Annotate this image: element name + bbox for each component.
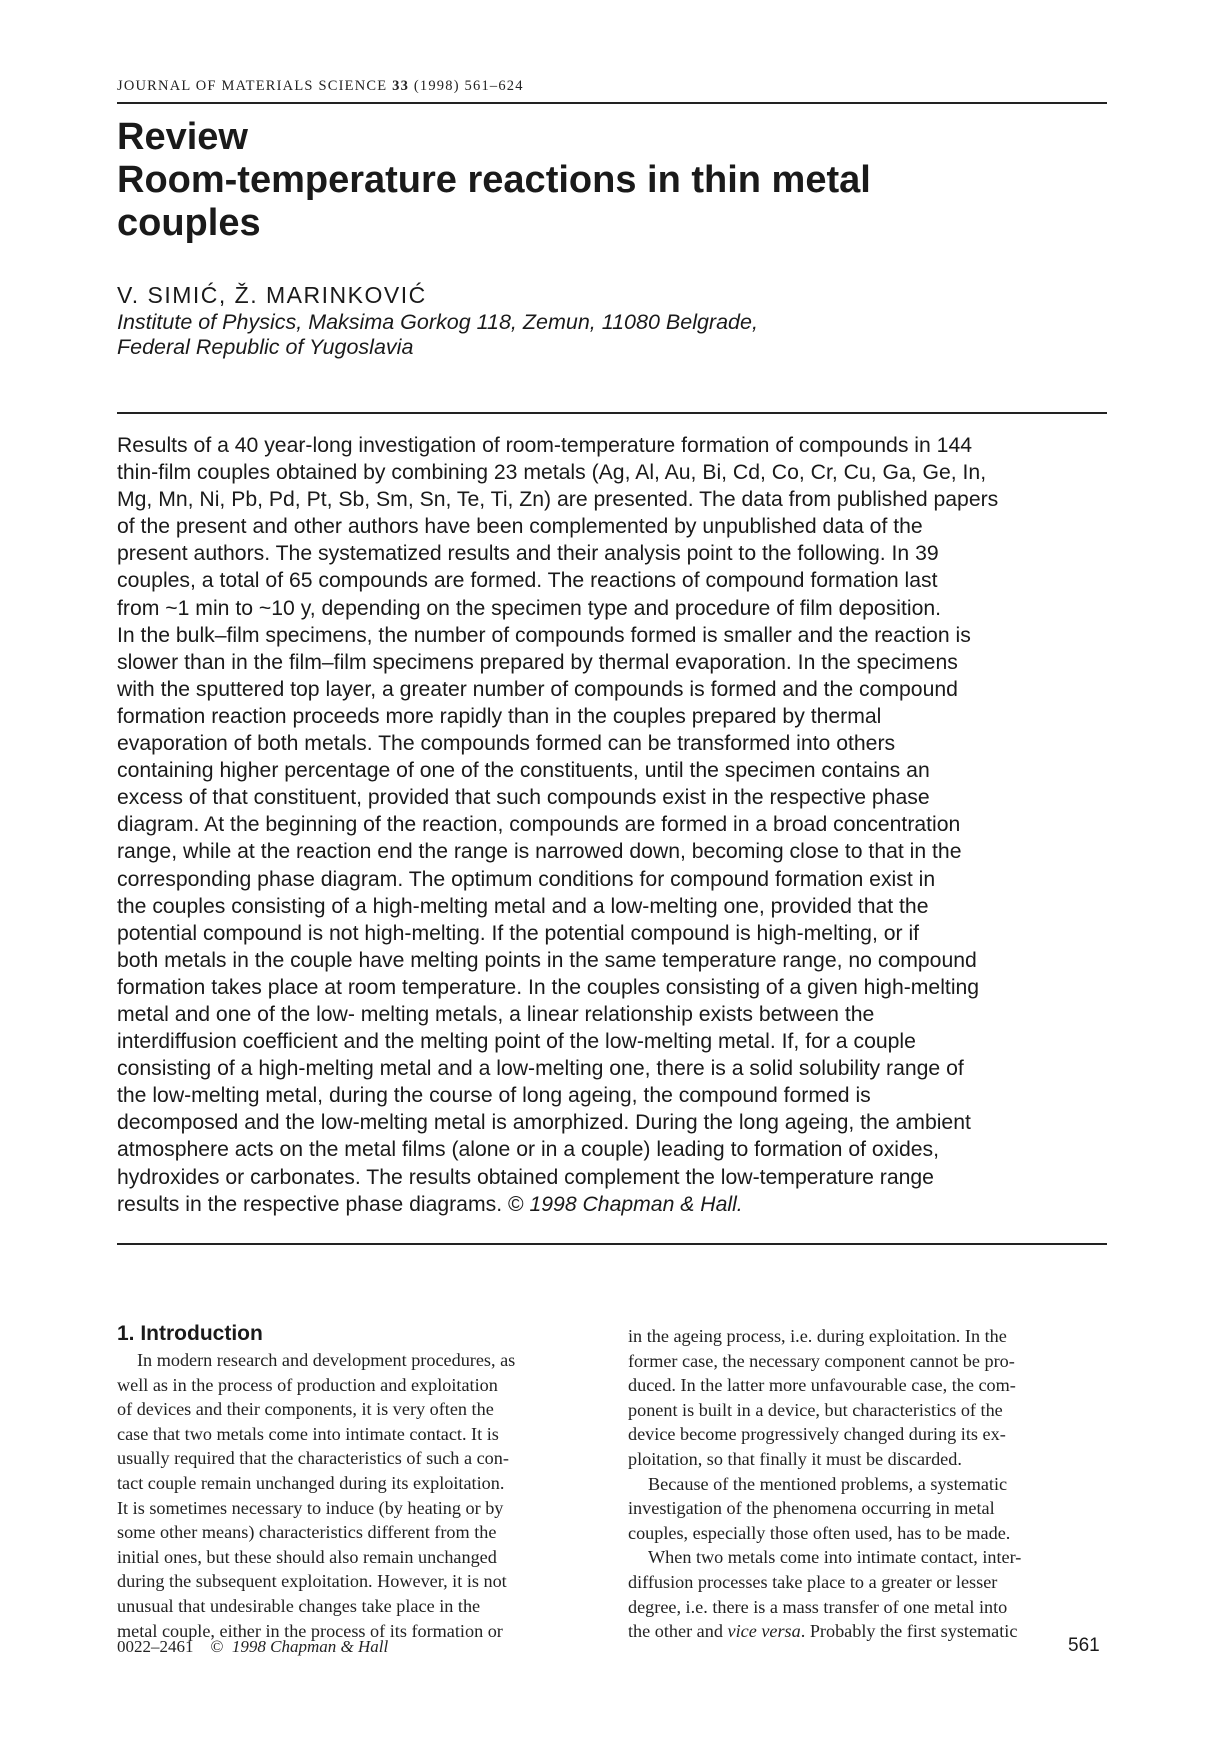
abstract-line: consisting of a high-melting metal and a low-melting one, there is a solid solubility range of xyxy=(117,1057,964,1081)
abstract-line: potential compound is not high-melting. If the potential compound is high-melting, or if xyxy=(117,921,920,945)
abstract-line: with the sputtered top layer, a greater number of compounds is formed and the compound xyxy=(117,677,958,701)
abstract-line: slower than in the film–film specimens prepared by thermal evaporation. In the specimens xyxy=(117,650,958,674)
body-line: ploitation, so that finally it must be discarded. xyxy=(628,1448,962,1469)
abstract-line: range, while at the reaction end the range is narrowed down, becoming close to that in the xyxy=(117,840,962,864)
abstract-line: both metals in the couple have melting points in the same temperature range, no compound xyxy=(117,948,977,972)
body-line: In modern research and development procedures, as xyxy=(137,1350,516,1370)
abstract-bottom-rule xyxy=(117,1243,1107,1245)
authors: V. SIMIĆ, Ž. MARINKOVIĆ xyxy=(117,282,427,308)
body-line: of devices and their components, it is very often the xyxy=(117,1399,494,1420)
body-line: in the ageing process, i.e. during exploitation. In the xyxy=(628,1326,1007,1346)
article-title xyxy=(117,116,871,245)
body-line: case that two metals come into intimate contact. It is xyxy=(117,1423,499,1444)
body-line: metal couple, either in the process of its formation or xyxy=(117,1620,503,1641)
abstract-line: excess of that constituent, provided that such compounds exist in the respective phase xyxy=(117,786,930,810)
abstract-line: the low-melting metal, during the course of long ageing, the compound formed is xyxy=(117,1084,871,1108)
body-line: ponent is built in a device, but characteristics of the xyxy=(628,1399,1003,1420)
body-column-left xyxy=(117,1348,515,1643)
abstract-line: couples, a total of 65 compounds are formed. The reactions of compound formation last xyxy=(117,569,938,593)
abstract-line: thin-film couples obtained by combining 23 metals (Ag, Al, Au, Bi, Cd, Co, Cr, Cu, Ga, Ge, In, xyxy=(117,461,987,485)
body-line: It is sometimes necessary to induce (by heating or by xyxy=(117,1497,504,1518)
body-line: device become progressively changed during its ex- xyxy=(628,1424,1006,1445)
body-line: When two metals come into intimate contact, inter- xyxy=(648,1547,1022,1568)
abstract xyxy=(117,432,1107,1218)
body-line: tact couple remain unchanged during its exploitation. xyxy=(117,1472,505,1493)
abstract-line: corresponding phase diagram. The optimum conditions for compound formation exist in xyxy=(117,867,936,891)
body-line: the other and vice versa. Probably the first systematic xyxy=(628,1621,1018,1642)
abstract-line: metal and one of the low- melting metals, a linear relationship exists between the xyxy=(117,1002,875,1026)
copyright-icon: © xyxy=(210,1637,224,1656)
footer-copyright: 0022–2461 © 1998 Chapman & Hall xyxy=(117,1637,389,1656)
title-line: Room-temperature reactions in thin metal xyxy=(117,159,871,201)
abstract-line: containing higher percentage of one of the constituents, until the specimen contains an xyxy=(117,759,930,783)
title-line: couples xyxy=(117,202,261,244)
abstract-line: atmosphere acts on the metal films (alone or in a couple) leading to formation of oxides, xyxy=(117,1138,940,1162)
abstract-line: from ~1 min to ~10 y, depending on the specimen type and procedure of film deposition. xyxy=(117,596,942,620)
abstract-line: decomposed and the low-melting metal is amorphized. During the long ageing, the ambient xyxy=(117,1111,971,1135)
page-number: 561 xyxy=(1068,1635,1100,1656)
header-rule xyxy=(117,102,1107,104)
body-line: unusual that undesirable changes take place in the xyxy=(117,1595,481,1616)
abstract-line: formation takes place at room temperature. In the couples consisting of a given high-melting xyxy=(117,975,980,999)
abstract-top-rule xyxy=(117,412,1107,414)
title-line: Review xyxy=(117,116,248,158)
abstract-line: diagram. At the beginning of the reaction, compounds are formed in a broad concentration xyxy=(117,813,961,837)
abstract-line: results in the respective phase diagrams. © 1998 Chapman & Hall. xyxy=(117,1192,743,1216)
abstract-line: the couples consisting of a high-melting metal and a low-melting one, provided that the xyxy=(117,894,929,918)
body-line: couples, especially those often used, has to be made. xyxy=(628,1522,1011,1543)
section-heading: 1. Introduction xyxy=(117,1322,263,1345)
body-line: duced. In the latter more unfavourable case, the com- xyxy=(628,1375,1016,1396)
body-line: former case, the necessary component cannot be pro- xyxy=(628,1350,1015,1371)
abstract-line: present authors. The systematized results and their analysis point to the following. In 39 xyxy=(117,542,939,566)
body-line: some other means) characteristics different from the xyxy=(117,1522,497,1543)
abstract-line: evaporation of both metals. The compounds formed can be transformed into others xyxy=(117,732,896,756)
abstract-line: Results of a 40 year-long investigation of room-temperature formation of compounds in 144 xyxy=(117,434,973,457)
body-line: investigation of the phenomena occurring in metal xyxy=(628,1498,995,1519)
body-column-right xyxy=(628,1324,1021,1644)
body-line: well as in the process of production and exploitation xyxy=(117,1374,498,1395)
body-line: usually required that the characteristics of such a con- xyxy=(117,1448,509,1469)
journal-volume: 33 xyxy=(392,78,410,94)
abstract-line: Mg, Mn, Ni, Pb, Pd, Pt, Sb, Sm, Sn, Te, Ti, Zn) are presented. The data from published papers xyxy=(117,488,999,512)
body-line: degree, i.e. there is a mass transfer of one metal into xyxy=(628,1596,1008,1617)
abstract-line: formation reaction proceeds more rapidly than in the couples prepared by thermal xyxy=(117,704,882,728)
abstract-line: of the present and other authors have been complemented by unpublished data of the xyxy=(117,515,923,539)
body-line: Because of the mentioned problems, a systematic xyxy=(648,1473,1008,1494)
body-line: diffusion processes take place to a greater or lesser xyxy=(628,1571,998,1592)
abstract-line: In the bulk–film specimens, the number of compounds formed is smaller and the reaction is xyxy=(117,623,971,647)
abstract-line: interdiffusion coefficient and the melting point of the low-melting metal. If, for a couple xyxy=(117,1030,916,1054)
affiliation-line: Federal Republic of Yugoslavia xyxy=(117,335,414,359)
journal-header: JOURNAL OF MATERIALS SCIENCE 33 (1998) 561–624 xyxy=(117,78,524,94)
abstract-line: hydroxides or carbonates. The results obtained complement the low-temperature range xyxy=(117,1165,934,1189)
affiliation-line: Institute of Physics, Maksima Gorkog 118, Zemun, 11080 Belgrade, xyxy=(117,310,758,334)
body-line: initial ones, but these should also remain unchanged xyxy=(117,1546,497,1567)
body-line: during the subsequent exploitation. However, it is not xyxy=(117,1571,507,1592)
affiliation xyxy=(117,310,758,360)
